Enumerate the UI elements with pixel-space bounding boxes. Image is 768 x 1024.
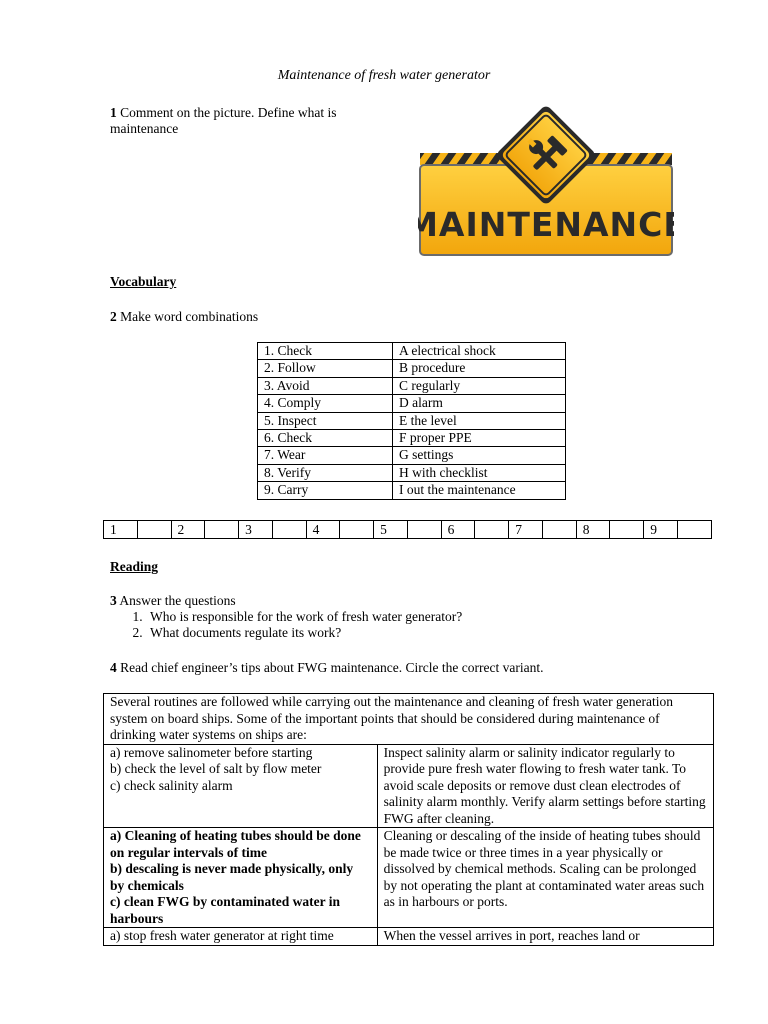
- reading-intro-row: [104, 694, 714, 745]
- task-text: Read chief engineer’s tips about FWG maintenance. Circle the correct variant.: [120, 660, 544, 675]
- maintenance-sign-image: [418, 105, 674, 257]
- answer-number-cell: 4: [306, 521, 340, 539]
- sign-word: MAINTENANCE: [418, 205, 674, 244]
- vocab-row: [258, 429, 566, 446]
- answer-blank-cell[interactable]: [205, 521, 239, 539]
- task-number: 4: [110, 660, 117, 675]
- answer-number-cell: 1: [104, 521, 138, 539]
- vocab-verb: 3. Avoid: [258, 377, 393, 394]
- vocabulary-heading: Vocabulary: [110, 274, 177, 289]
- vocab-row: [258, 447, 566, 464]
- vocab-verb: 2. Follow: [258, 360, 393, 377]
- answer-blank-cell[interactable]: [137, 521, 171, 539]
- answer-blank-cell[interactable]: [407, 521, 441, 539]
- vocab-row: [258, 464, 566, 481]
- option-item[interactable]: b) check the level of salt by flow meter: [110, 761, 322, 776]
- answer-number-cell: 9: [644, 521, 678, 539]
- page-title: Maintenance of fresh water generator: [277, 68, 491, 83]
- vocab-row: [258, 360, 566, 377]
- answer-number-cell: 7: [509, 521, 543, 539]
- reading-row: [104, 928, 714, 946]
- task-number: 3: [110, 593, 117, 608]
- options-cell: [104, 744, 378, 828]
- answer-number-cell: 8: [576, 521, 610, 539]
- reading-row: [104, 828, 714, 928]
- option-item[interactable]: c) clean FWG by contaminated water in harbours: [110, 894, 340, 926]
- reading-row: [104, 744, 714, 828]
- vocab-table: [257, 342, 566, 500]
- vocab-complement: H with checklist: [393, 464, 566, 481]
- options-cell: [104, 828, 378, 928]
- answer-number-cell: 5: [374, 521, 408, 539]
- maintenance-sign-graphic: [418, 105, 674, 257]
- answer-blank-cell[interactable]: [678, 521, 712, 539]
- answer-number-cell: 6: [441, 521, 475, 539]
- vocab-verb: 9. Carry: [258, 482, 393, 499]
- vocab-row: [258, 412, 566, 429]
- task-text: Answer the questions: [119, 593, 236, 608]
- task-number: 1: [110, 105, 117, 120]
- answer-number-cell: 2: [171, 521, 205, 539]
- vocab-verb: 8. Verify: [258, 464, 393, 481]
- reading-heading: Reading: [110, 559, 159, 574]
- vocab-row: [258, 343, 566, 360]
- task-1: [110, 105, 380, 137]
- task-text: Comment on the picture. Define what is maintenance: [110, 105, 337, 136]
- task-text: Make word combinations: [120, 309, 259, 324]
- tip-text: When the vessel arrives in port, reaches land or: [377, 928, 713, 946]
- task-4: [110, 660, 730, 676]
- options-cell: [104, 928, 378, 946]
- answer-blank-cell[interactable]: [475, 521, 509, 539]
- vocab-complement: C regularly: [393, 377, 566, 394]
- answer-blank-cell[interactable]: [610, 521, 644, 539]
- vocab-row: [258, 395, 566, 412]
- task-2: [110, 309, 258, 325]
- option-item[interactable]: a) remove salinometer before starting: [110, 744, 313, 760]
- task-3: [110, 593, 710, 641]
- answer-number-cell: 3: [239, 521, 273, 539]
- option-item[interactable]: a) Cleaning of heating tubes should be done on regular intervals of time: [110, 828, 361, 860]
- vocab-complement: E the level: [393, 412, 566, 429]
- answer-blank-cell[interactable]: [542, 521, 576, 539]
- tip-text: Inspect salinity alarm or salinity indicator regularly to provide pure fresh water flowing to fresh water tank. To avoid scale deposits or remove dust clean electrodes of salinity alarm monthly. Verify alarm settings before starting FWG after cleaning.: [377, 744, 713, 828]
- question-item: 1. Who is responsible for the work of fresh water generator?: [146, 609, 710, 625]
- vocab-complement: I out the maintenance: [393, 482, 566, 499]
- vocab-complement: D alarm: [393, 395, 566, 412]
- tip-text: Cleaning or descaling of the inside of heating tubes should be made twice or three times in a year physically or dissolved by chemical methods. Scaling can be prolonged by not operating the plant at contaminated water areas such as in harbours or ports.: [377, 828, 713, 928]
- vocab-verb: 1. Check: [258, 343, 393, 360]
- vocab-complement: G settings: [393, 447, 566, 464]
- vocab-complement: A electrical shock: [393, 343, 566, 360]
- vocab-verb: 4. Comply: [258, 395, 393, 412]
- vocab-row: [258, 377, 566, 394]
- option-item[interactable]: b) descaling is never made physically, only by chemicals: [110, 861, 354, 893]
- question-item: 2. What documents regulate its work?: [146, 625, 710, 641]
- reading-table: [103, 693, 714, 946]
- vocab-verb: 5. Inspect: [258, 412, 393, 429]
- question-list: [110, 609, 710, 641]
- answer-blank-cell[interactable]: [272, 521, 306, 539]
- vocab-complement: F proper PPE: [393, 429, 566, 446]
- option-item[interactable]: c) check salinity alarm: [110, 777, 233, 793]
- vocab-row: [258, 482, 566, 499]
- option-item[interactable]: a) stop fresh water generator at right time: [110, 928, 334, 943]
- vocab-complement: B procedure: [393, 360, 566, 377]
- answer-blank-cell[interactable]: [340, 521, 374, 539]
- vocab-verb: 7. Wear: [258, 447, 393, 464]
- reading-intro: Several routines are followed while carrying out the maintenance and cleaning of fresh water generation system on board ships. Some of the important points that should be considered during maintenance of drinking water systems on ships are:: [104, 694, 714, 745]
- answer-grid: [103, 520, 712, 539]
- vocab-verb: 6. Check: [258, 429, 393, 446]
- task-number: 2: [110, 309, 117, 324]
